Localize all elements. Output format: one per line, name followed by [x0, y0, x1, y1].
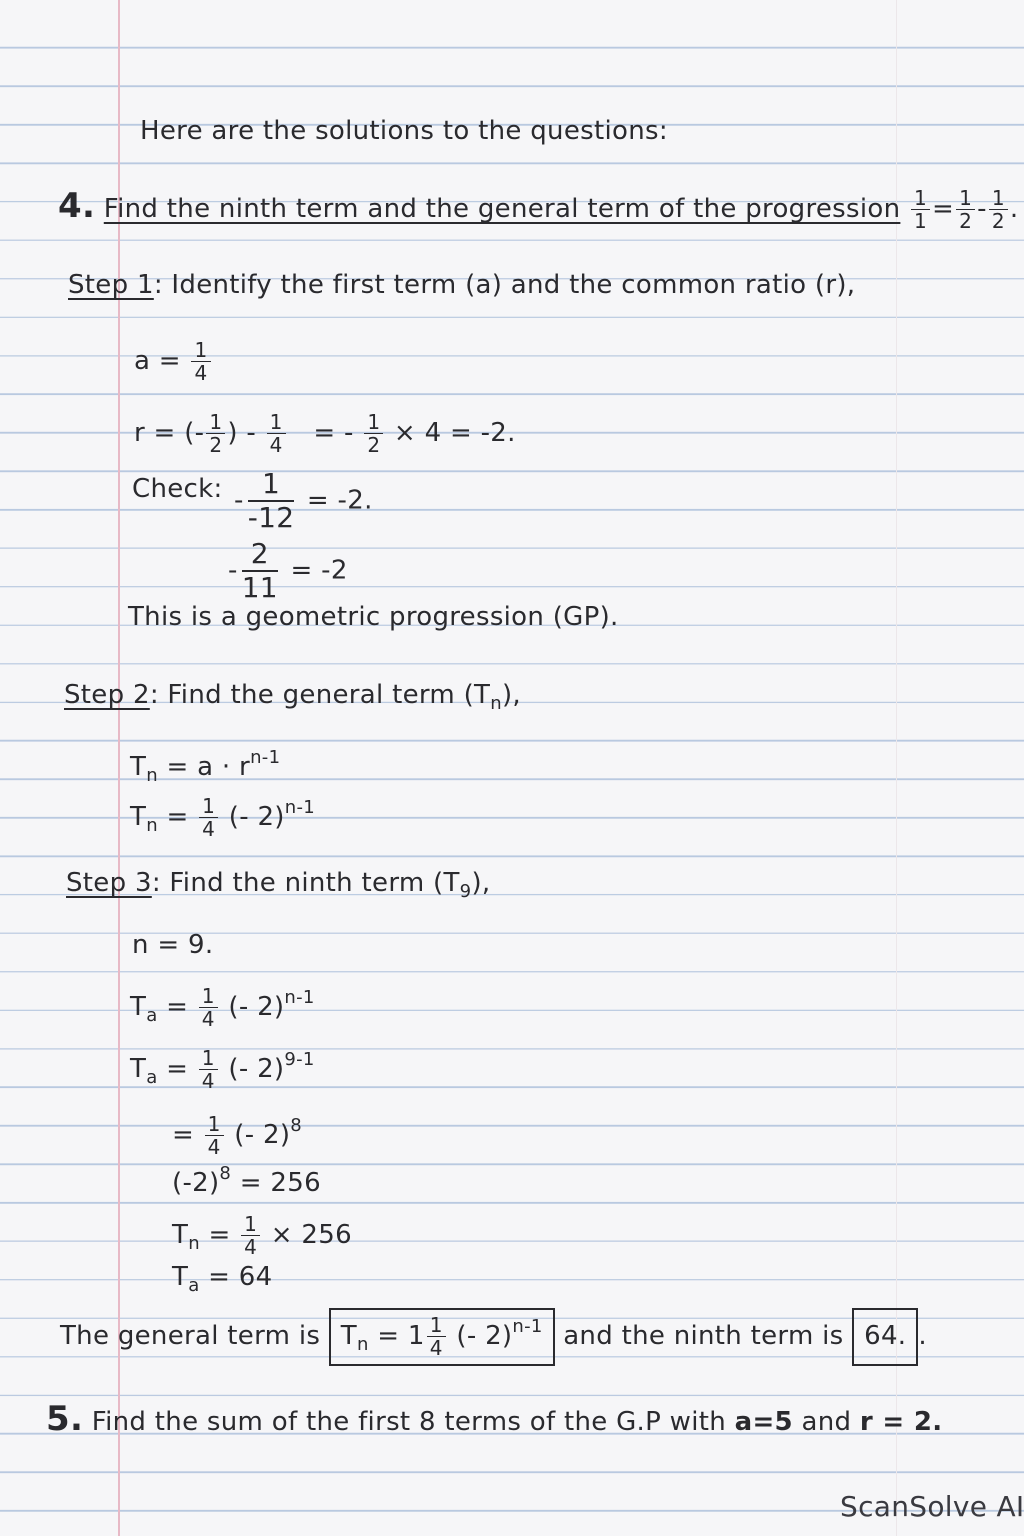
progression-term-3: $\frac{1}{2}$	[989, 188, 1008, 231]
step-1-text: : Identify the first term (a) and the common ratio (r),	[153, 270, 856, 300]
progression-sep-1: =	[932, 194, 955, 224]
progression-term-1: $\frac{1}{1}$	[911, 188, 930, 231]
step-3-heading: Step 3: Find the ninth term $(T_9)$,	[66, 868, 491, 902]
multiplication-line: $T_n$ = $\frac{1}{4}$ × 256	[172, 1212, 352, 1259]
brand-signature: ScanSolve AI	[840, 1490, 1024, 1523]
check-line-2: - $\frac{2}{11}$ = -2	[228, 537, 348, 604]
ninth-term-line-1: $T_a$ = $\frac{1}{4}$ (- 2)$^{n-1}$	[130, 984, 315, 1031]
step-3-label: Step 3	[66, 868, 152, 898]
first-term-line: a = $\frac{1}{4}$	[134, 340, 213, 383]
intro-text: Here are the solutions to the questions:	[140, 116, 668, 146]
power-evaluation-line: $(-2)^8 = 256$	[172, 1163, 321, 1198]
question-4-text: Find the ninth term and the general term of the progression	[103, 194, 901, 224]
step-1-heading	[68, 270, 855, 300]
question-5: 5. Find the sum of the first 8 terms of the G.P with a=5 and r = 2.	[46, 1399, 943, 1439]
ninth-term-line-3: = $\frac{1}{4}$ (- 2)$^8$	[172, 1112, 303, 1159]
step-1-label: Step 1	[68, 270, 154, 300]
ninth-term-answer-box: 64.	[852, 1308, 918, 1366]
step-2-heading: Step 2: Find the general term $(T_n)$,	[64, 680, 521, 714]
progression-term-2: $\frac{1}{2}$	[956, 188, 975, 231]
ninth-term-result: $T_a = 64$	[172, 1262, 273, 1296]
check-line-1: - $\frac{1}{-12}$ = -2.	[234, 467, 373, 534]
general-term-formula: $T_n = a \cdot r^{n-1}$	[130, 747, 281, 786]
conclusion-line: The general term is $T_n = 1$ $\frac{1}{4}$ (- 2)$^{n-1}$ and the ninth term is 64. .	[60, 1308, 927, 1366]
question-5-text: Find the sum of the first 8 terms of the G.P with	[91, 1407, 727, 1437]
conclusion-text-2: and the ninth term is	[563, 1321, 844, 1351]
conclusion-text-1: The general term is	[60, 1321, 321, 1351]
n-value-line: n = 9.	[132, 930, 214, 960]
question-5-number: 5.	[46, 1399, 84, 1439]
question-4	[58, 188, 1018, 231]
check-label: Check:	[132, 474, 223, 504]
step-2-label: Step 2	[64, 680, 150, 710]
general-term-answer-box: $T_n = 1$ $\frac{1}{4}$ (- 2)$^{n-1}$	[329, 1308, 555, 1366]
progression-end: .	[1009, 194, 1019, 224]
ninth-term-line-2: $T_a$ = $\frac{1}{4}$ (- 2)$^{9-1}$	[130, 1046, 315, 1093]
ratio-line: r = (- $\frac{1}{2}$ ) - $\frac{1}{4}$ = - $\frac{1}{2}$ × 4 = -2.	[134, 410, 516, 457]
progression-sep-2: -	[977, 194, 987, 224]
question-4-number: 4.	[58, 186, 96, 226]
general-term-substituted: $T_n$ = $\frac{1}{4}$ (- 2)$^{n-1}$	[130, 794, 316, 841]
gp-statement: This is a geometric progression (GP).	[128, 602, 619, 632]
